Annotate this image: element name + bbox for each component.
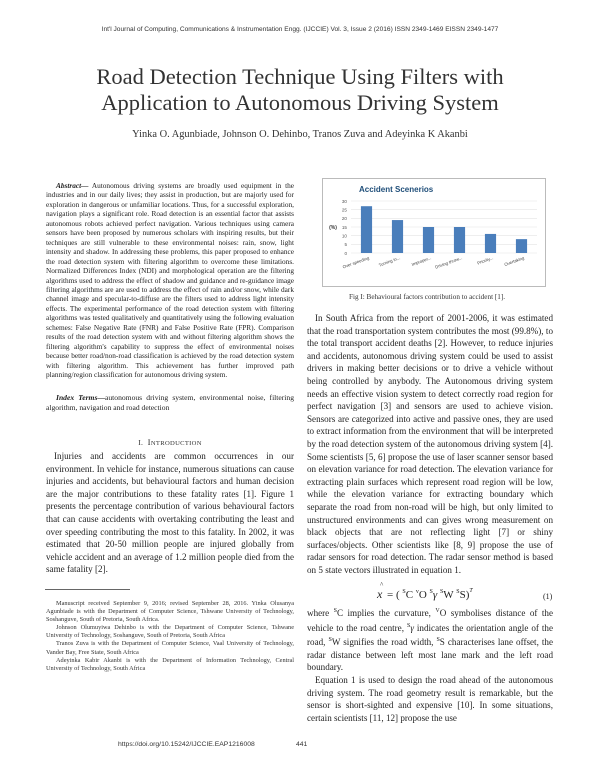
y-axis-label: (%) xyxy=(329,225,337,231)
eq-hat: ^ xyxy=(380,582,384,589)
doi-link[interactable]: https://doi.org/10.15242/IJCCIE.EAP1216008 xyxy=(118,741,255,748)
footnote-1: Manuscript received September 9, 2016; revised September 28, 2016. Yinka Olusanya Agunbiade is with the Department of Computer Science, Tshwane University of Technology, Soshanguve, South of Pretoria, South Africa. xyxy=(46,600,294,624)
eq-x: x xyxy=(377,587,383,601)
right-paragraph-1: In South Africa from the report of 2001-2006, it was estimated that the road transportation system contributes the most (99.8%), to the total transport accident deaths [2]. However, to reduce injuries and accidents, autonomous driving system could be used to assist drivers in making better decisions or to drive a vehicle without being controlled by anybody. The Autonomous driving system needs an effective vision system to detect correctly road region for perfect navigation [3] and sensors are used to achieve vision. Sensors are categorized into active and passive ones, they are used to extract information from the environment that will be interpreted by the road detection system of the autonomous driving system [4]. Some scientists [5, 6] propose the use of laser scanner sensor based on elevation variance for road detection. The elevation variance for extracting plain surfaces which represent road region will be low, while the elevation variance for extracting boundary which separate the road from non-road will be high, but only limited to unstructured environments and can gives wrong measurement on black objects that are not reflecting light [7] or shiny surfaces/objects. Other scientists like [8, 9] propose the use of radar sensors for road detection. The radar sensor method is based on 5 state vectors illustrated in equation 1. xyxy=(307,313,553,575)
abstract-text: Autonomous driving systems are broadly used equipment in the industries and in our daily lives; they assist in production, but are majorly used for exploration in dangerous or unfamiliar locations. Thus, for a successful exploration, navigation plays a significant role. Road detection is an essential factor that assists autonomous robots achieved perfect navigation. Various techniques using camera sensors have been proposed by numerous scholars with inspiring results, but their techniques are still vulnerable to these environmental noises: rain, snow, light intensity and shadow. In addressing these problems, this paper proposed to enhance the road detection system with filtering algorithm to overcome these limitations. Normalized Differences Index (NDI) and morphological operation are the filtering algorithms used to address the effect of shadow and guidance and re-guidance image filtering algorithms are are used to address the effect of rain and/or snow, while dark channel image and specular-to-diffuse are the filters used to address light intensity effects. The experimental performance of the road detection system with filtering algorithms was tested qualitatively and quantitatively using the following evaluation schemes: False Negative Rate (FNR) and False Positive Rate (FPR). Comparison results of the road detection system with and without filtering algorithm shows the filtering algorithm's capability to suppress the effect of environmental noises because better road/non-road classification is achieved by the road detection system with filtering algorithm. This achievement has further improved path planning/region classification for autonomous driving system. xyxy=(46,181,294,380)
bar xyxy=(361,206,372,253)
bar xyxy=(516,239,527,253)
author-list: Yinka O. Agunbiade, Johnson O. Dehinbo, Tranos Zuva and Adeyinka K Akanbi xyxy=(132,129,468,140)
section-heading-introduction xyxy=(46,437,294,447)
x-tick-label: Driving throw... xyxy=(434,255,463,270)
introduction-paragraph: Injuries and accidents are common occurrences in our environment. In vehicle for instance, numerous situations can cause injuries and accidents, but behavioural factors and human decision are the major contributions to these fatality rates [1]. Figure 1 presents the percentage contribution of various behavioural factors that can cause accidents with overtaking contributing the least and over speeding contributing the most to this fatality. In 2002, it was estimated that 20-50 million people are injured globally from vehicle accident and an average of 1.2 million people died from the same fatality [2]. xyxy=(46,451,294,575)
section-numeral: I. xyxy=(138,438,144,447)
x-tick-label: Overtaking xyxy=(503,255,525,268)
x-tick-label: Priority... xyxy=(476,255,494,266)
x-tick-label: Over speeding xyxy=(341,255,370,270)
y-tick-label: 25 xyxy=(341,207,347,213)
x-tick-label: Turning in... xyxy=(377,255,401,268)
eq-body: = ( $^S$C $^v$O $^S$γ $^S$W $^S$S)$^T$ xyxy=(387,588,473,601)
footnote-3: Tranos Zuva is with the Department of Computer Science, Vaal University of Technology, Vander Bay, Free State, South Africa xyxy=(46,640,294,656)
figure-caption: Fig I: Behavioural factors contribution to accident [1]. xyxy=(348,293,506,301)
accident-chart-frame xyxy=(322,178,546,287)
x-tick-label: Improper... xyxy=(410,255,432,267)
right-paragraph-2: Equation 1 is used to design the road ahead of the autonomous driving system. The road geometry result is remarkable, but the sensor is short-sighted and expensive [10]. In some situations, certain scientists [11, 12] propose the use xyxy=(307,674,553,723)
y-tick-label: 0 xyxy=(344,250,347,256)
title-line-2: Application to Autonomous Driving System xyxy=(101,90,499,115)
footnote-4: Adeyinka Kabir Akanbi is with the Department of Information Technology, Central University of Technology, South Africa xyxy=(46,656,294,672)
y-tick-label: 30 xyxy=(341,198,347,204)
abstract-label: Abstract xyxy=(56,181,82,190)
y-tick-label: 15 xyxy=(341,224,347,230)
index-terms-label: Index Terms xyxy=(56,393,98,402)
section-title-rest: NTRODUCTION xyxy=(150,440,202,447)
index-terms: Index Terms—autonomous driving system, environmental noise, filtering algorithm, navigation and road detection xyxy=(46,393,295,412)
bar xyxy=(392,220,403,253)
journal-header: Int'l Journal of Computing, Communications & Instrumentation Engg. (IJCCIE) Vol. 3, Issue 2 (2016) ISSN 2349-1469 EISSN 2349-1477 xyxy=(101,26,499,33)
equation-1 xyxy=(307,582,553,606)
page-number: 441 xyxy=(296,741,308,748)
bar xyxy=(423,227,434,253)
footnote-rule xyxy=(45,589,130,590)
accident-bar-chart xyxy=(323,179,545,286)
title-line-1: Road Detection Technique Using Filters with xyxy=(96,64,504,89)
y-tick-label: 10 xyxy=(341,233,347,239)
right-paragraph-where: where $^S$C implies the curvature, $^V$O symbolises distance of the vehicle to the road centre, $^S$γ indicates the orientation angle of the road, $^S$W signifies the road width, $^S$S characterises lane offset, the radar distance between left most lane mark and the left road boundary. Equation 1 is used to design the road ahead of the autonomous driving system. The road geometry result is remarkable, but the sensor is short-sighted and expensive [10]. In some situations, certain scientists [11, 12] propose the use xyxy=(307,608,553,723)
bar xyxy=(454,227,465,253)
footnotes xyxy=(46,600,294,673)
equation-1-graphic xyxy=(307,582,553,606)
section-title-initial: I xyxy=(147,437,151,447)
abstract: Abstract— Autonomous driving systems are broadly used equipment in the industries and in our daily lives; they assist in production, but are majorly used for exploration in dangerous or unfamiliar locations. Thus, for a successful exploration, navigation plays a significant role. Road detection is an essential factor that assists autonomous robots achieved perfect navigation. Various techniques using camera sensors have been proposed by numerous scholars with inspiring results, but their techniques are still vulnerable to these environmental noises: rain, snow, light intensity and shadow. In addressing these problems, this paper proposed to enhance the road detection system with filtering algorithm to overcome these limitations. Normalized Differences Index (NDI) and morphological operation are the filtering algorithms used to address the effect of shadow and guidance and re-guidance image filtering algorithms are are used to address the effect of rain and/or snow, while dark channel image and specular-to-diffuse are the filters used to address light intensity effects. The experimental performance of the road detection system with filtering algorithms was tested qualitatively and quantitatively using the following evaluation schemes: False Negative Rate (FNR) and False Positive Rate (FPR). Comparison results of the road detection system with and without filtering algorithm shows the filtering algorithm's capability to suppress the effect of environmental noises because better road/non-road classification is achieved by the road detection system with filtering algorithm. This achievement has further improved path planning/region classification for autonomous driving system. xyxy=(46,181,294,380)
eq-number: (1) xyxy=(543,592,553,601)
y-tick-label: 20 xyxy=(341,216,347,222)
chart-title: Accident Scenerios xyxy=(359,185,434,194)
index-terms-text: autonomous driving system, environmental noise, filtering algorithm, navigation and road detection xyxy=(46,393,295,412)
y-tick-label: 5 xyxy=(344,242,347,248)
bar xyxy=(485,234,496,253)
footnote-2: Johnson Olumuyiwa Dehinbo is with the Department of Computer Science, Tshwane University of Technology, Soshanguve, South of Pretoria, South Africa xyxy=(46,624,294,640)
paper-title xyxy=(40,64,560,116)
